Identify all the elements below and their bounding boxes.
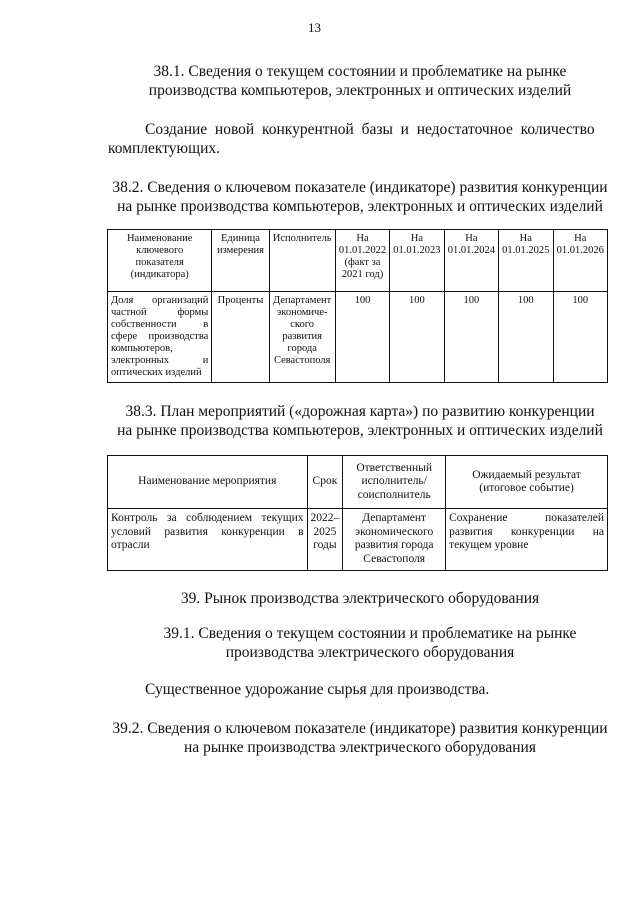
section-38-1-text-line2: комплектующих. xyxy=(108,140,220,157)
cell-value-2025: 100 xyxy=(499,292,553,383)
header-event: Наименование мероприятия xyxy=(108,456,308,509)
header-responsible: Ответственный исполнитель/ соисполнитель xyxy=(343,456,446,509)
table-row xyxy=(108,509,608,571)
section-39-1-text: Существенное удорожание сырья для производства. xyxy=(145,681,490,698)
header-unit: Единица измерения xyxy=(212,230,269,292)
section-39-1-heading-line1: 39.1. Сведения о текущем состоянии и проблематике на рынке xyxy=(163,625,577,642)
section-39-title: 39. Рынок производства электрического оборудования xyxy=(180,590,540,607)
cell-value-2026: 100 xyxy=(553,292,607,383)
roadmap-table-header-row xyxy=(108,456,608,509)
cell-indicator-name: Доля организаций частной формы собственности в сфере производства компьютеров, электронных и оптических изделий xyxy=(108,292,212,383)
section-38-2-heading-line2: на рынке производства компьютеров, электронных и оптических изделий xyxy=(117,198,603,215)
cell-value-2024: 100 xyxy=(444,292,498,383)
page-number: 13 xyxy=(308,20,321,35)
header-2023: На 01.01.2023 xyxy=(390,230,444,292)
cell-responsible: Департамент экономического развития города Севастополя xyxy=(343,509,446,571)
cell-value-2023: 100 xyxy=(390,292,444,383)
section-38-1-heading-line2: производства компьютеров, электронных и оптических изделий xyxy=(148,82,572,99)
cell-result: Сохранение показателей развития конкуренции на текущем уровне xyxy=(446,509,608,571)
cell-unit: Проценты xyxy=(212,292,269,383)
table-row xyxy=(108,292,608,383)
section-38-1-text-line1: Создание новой конкурентной базы и недостаточное количество xyxy=(145,121,595,138)
section-39-1-heading-line2: производства электрического оборудования xyxy=(225,644,515,661)
header-executor: Исполнитель xyxy=(269,230,335,292)
section-39-2-heading-line1: 39.2. Сведения о ключевом показателе (индикаторе) развития конкуренции xyxy=(112,720,608,737)
indicator-table xyxy=(107,229,608,383)
header-term: Срок xyxy=(307,456,343,509)
cell-executor: Департамент экономиче-ского развития города Севастополя xyxy=(269,292,335,383)
section-38-1-heading-line1: 38.1. Сведения о текущем состоянии и проблематике на рынке xyxy=(153,63,567,80)
section-39-2-heading-line2: на рынке производства электрического оборудования xyxy=(184,739,536,756)
section-38-3-heading-line2: на рынке производства компьютеров, электронных и оптических изделий xyxy=(117,422,603,439)
cell-event: Контроль за соблюдением текущих условий развития конкуренции в отрасли xyxy=(108,509,308,571)
cell-term: 2022– 2025 годы xyxy=(307,509,343,571)
cell-value-2022: 100 xyxy=(335,292,389,383)
indicator-table-header-row xyxy=(108,230,608,292)
header-indicator-name: Наименование ключевого показателя (индикатора) xyxy=(108,230,212,292)
section-38-3-heading-line1: 38.3. План мероприятий («дорожная карта») по развитию конкуренции xyxy=(125,403,595,420)
roadmap-table xyxy=(107,455,608,571)
header-result: Ожидаемый результат (итоговое событие) xyxy=(446,456,608,509)
section-38-2-heading-line1: 38.2. Сведения о ключевом показателе (индикаторе) развития конкуренции xyxy=(112,179,608,196)
header-2022: На 01.01.2022 (факт за 2021 год) xyxy=(335,230,389,292)
header-2026: На 01.01.2026 xyxy=(553,230,607,292)
header-2024: На 01.01.2024 xyxy=(444,230,498,292)
header-2025: На 01.01.2025 xyxy=(499,230,553,292)
